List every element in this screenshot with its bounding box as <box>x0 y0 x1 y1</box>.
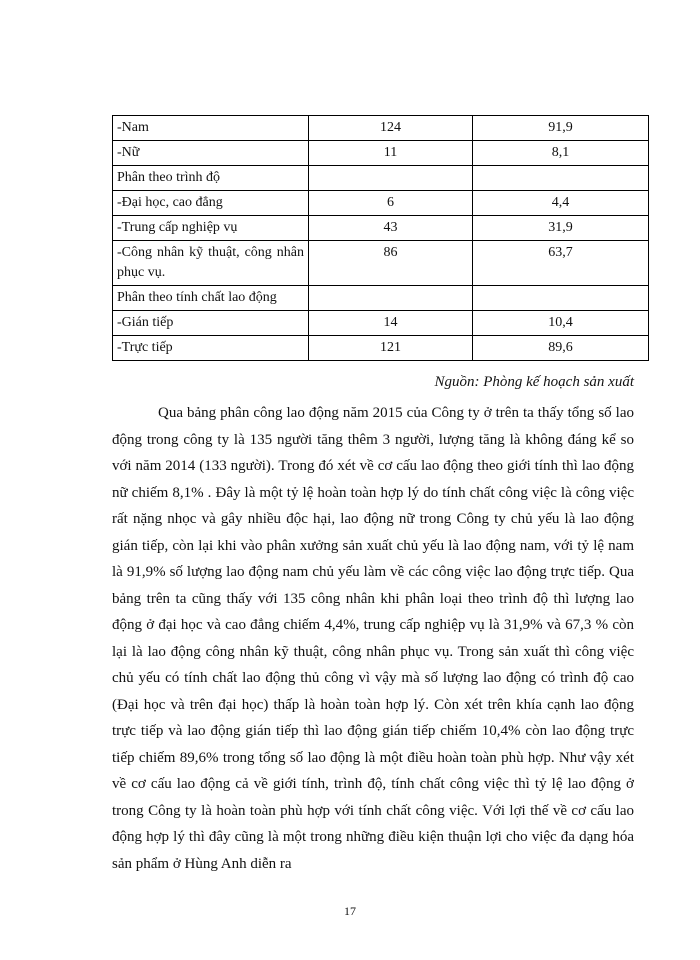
row-percent <box>473 286 649 311</box>
table-row <box>113 166 649 191</box>
row-count: 86 <box>309 241 473 286</box>
row-count: 43 <box>309 216 473 241</box>
row-percent: 4,4 <box>473 191 649 216</box>
table-row <box>113 311 649 336</box>
table-row <box>113 191 649 216</box>
table-row <box>113 336 649 361</box>
row-count <box>309 286 473 311</box>
table-row <box>113 141 649 166</box>
table-row <box>113 241 649 286</box>
table-row <box>113 286 649 311</box>
section-header: Phân theo tính chất lao động <box>113 286 309 311</box>
row-label: -Trực tiếp <box>113 336 309 361</box>
labor-structure-table <box>112 115 649 361</box>
section-header: Phân theo trình độ <box>113 166 309 191</box>
row-percent: 8,1 <box>473 141 649 166</box>
row-percent: 91,9 <box>473 116 649 141</box>
row-count <box>309 166 473 191</box>
row-label: -Đại học, cao đẳng <box>113 191 309 216</box>
table-row <box>113 216 649 241</box>
row-count: 6 <box>309 191 473 216</box>
row-count: 14 <box>309 311 473 336</box>
row-label: -Nữ <box>113 141 309 166</box>
row-percent: 31,9 <box>473 216 649 241</box>
row-count: 11 <box>309 141 473 166</box>
row-percent <box>473 166 649 191</box>
row-label: -Nam <box>113 116 309 141</box>
row-percent: 10,4 <box>473 311 649 336</box>
row-label: -Công nhân kỹ thuật, công nhân phục vụ. <box>113 241 309 286</box>
row-percent: 63,7 <box>473 241 649 286</box>
row-percent: 89,6 <box>473 336 649 361</box>
page-number: 17 <box>344 904 356 918</box>
row-label: -Gián tiếp <box>113 311 309 336</box>
source-note: Nguồn: Phòng kế hoạch sản xuất <box>434 374 634 390</box>
body-paragraph: Qua bảng phân công lao động năm 2015 của Công ty ở trên ta thấy tổng số lao động trong công ty là 135 người tăng thêm 3 người, lượng tăng là không đáng kể so với năm 2014 (133 người). Trong đó xét về cơ cấu lao động theo giới tính thì lao động nữ chiếm 8,1% . Đây là một tỷ lệ hoàn toàn hợp lý do tính chất công việc là công việc rất nặng nhọc và gây nhiều độc hại, lao động nữ trong Công ty chủ yếu là lao động gián tiếp, còn lại khi vào phân xưởng sản xuất chủ yếu là lao động nam, với tỷ lệ nam là 91,9% số lượng lao động nam chủ yếu làm về các công việc lao động trực tiếp. Qua bảng trên ta cũng thấy với 135 công nhân khi phân loại theo trình độ thì lượng lao động ở đại học và cao đẳng chiếm 4,4%, trung cấp nghiệp vụ là 31,9% và 67,3 % còn lại là lao động công nhân kỹ thuật, công nhân phục vụ. Trong sản xuất thì công việc chủ yếu có tính chất lao động thủ công vì vậy mà số lượng lao động có trình độ cao (Đại học và trên đại học) thấp là hoàn toàn hợp lý. Còn xét trên khía cạnh lao động trực tiếp và lao động gián tiếp thì lao động gián tiếp chiếm 10,4% còn lao động trực tiếp chiếm 89,6% trong tổng số lao động là một điều hoàn toàn phù hợp. Như vậy xét về cơ cấu lao động cả về giới tính, trình độ, tính chất công việc thì tỷ lệ lao động ở trong Công ty là hoàn toàn phù hợp với tính chất công việc. Với lợi thế về cơ cấu lao động hợp lý thì đây cũng là một trong những điều kiện thuận lợi cho việc đa dạng hóa sản phẩm ở Hùng Anh diễn ra <box>112 405 634 872</box>
row-label: -Trung cấp nghiệp vụ <box>113 216 309 241</box>
row-count: 121 <box>309 336 473 361</box>
row-count: 124 <box>309 116 473 141</box>
table-row <box>113 116 649 141</box>
